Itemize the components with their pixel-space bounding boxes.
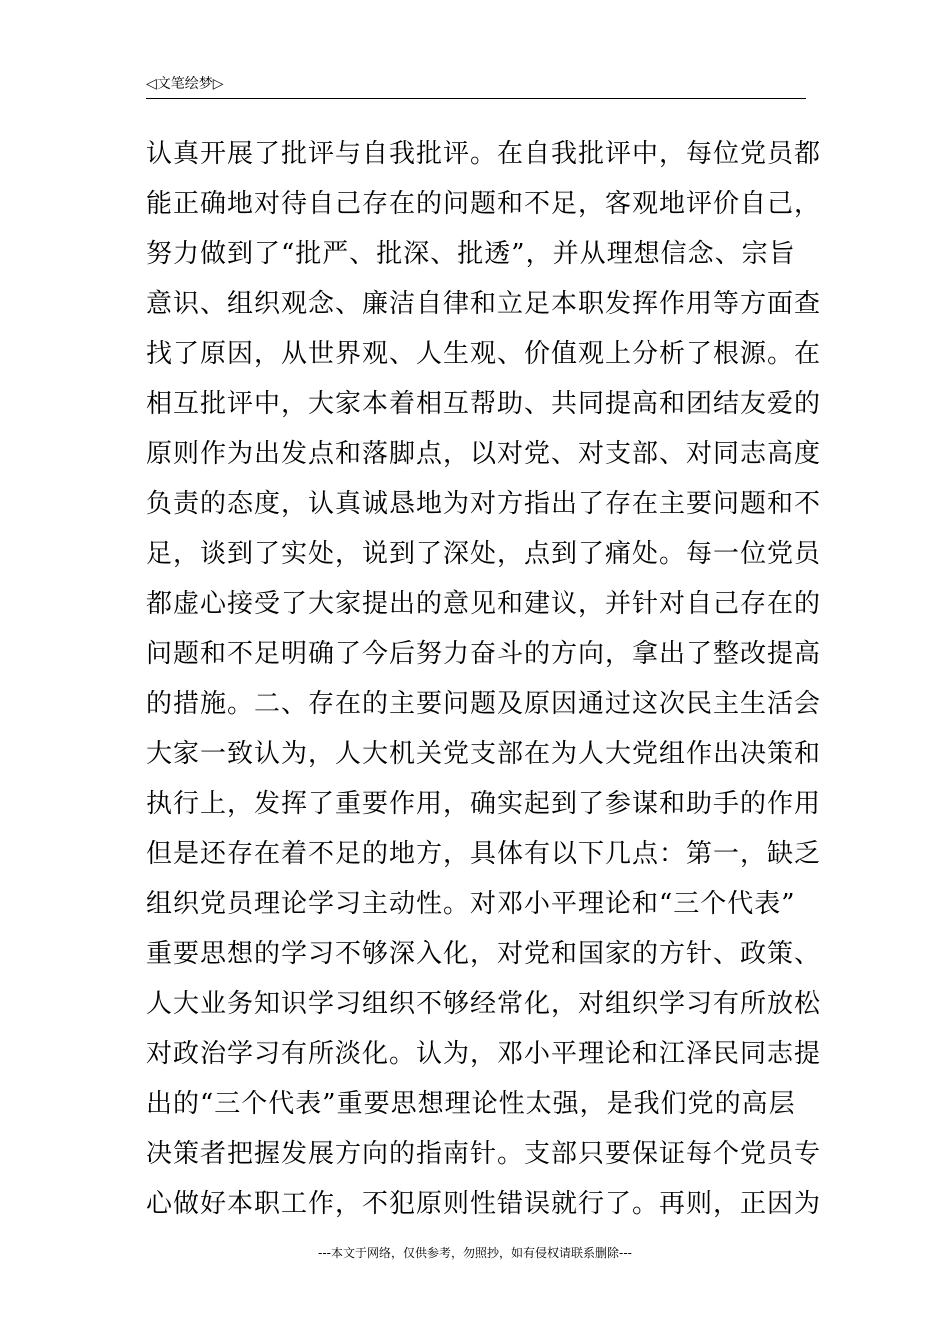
body-line: 都虚心接受了大家提出的意见和建议，并针对自己存在的 (146, 589, 822, 619)
body-line: 找了原因，从世界观、人生观、价值观上分析了根源。在 (146, 339, 822, 369)
body-line: 人大业务知识学习组织不够经常化，对组织学习有所放松 (146, 989, 822, 1019)
body-line: 组织党员理论学习主动性。对邓小平理论和“三个代表” (146, 889, 796, 919)
body-line: 重要思想的学习不够深入化，对党和国家的方针、政策、 (146, 939, 822, 969)
body-line: 心做好本职工作，不犯原则性错误就行了。再则，正因为 (146, 1189, 822, 1219)
document-body (146, 129, 822, 1229)
body-line: 出的“三个代表”重要思想理论性太强，是我们党的高层 (146, 1089, 796, 1119)
body-line: 但是还存在着不足的地方，具体有以下几点：第一，缺乏 (146, 839, 822, 869)
body-line: 相互批评中，大家本着相互帮助、共同提高和团结友爱的 (146, 389, 822, 419)
body-line: 原则作为出发点和落脚点，以对党、对支部、对同志高度 (146, 439, 822, 469)
body-line: 的措施。二、存在的主要问题及原因通过这次民主生活会 (146, 689, 822, 719)
body-line: 能正确地对待自己存在的问题和不足，客观地评价自己， (146, 189, 822, 219)
body-line: 负责的态度，认真诚恳地为对方指出了存在主要问题和不 (146, 489, 822, 519)
body-line: 足，谈到了实处，说到了深处，点到了痛处。每一位党员 (146, 539, 822, 569)
body-line: 认真开展了批评与自我批评。在自我批评中，每位党员都 (146, 139, 822, 169)
page-footer-disclaimer: ---本文于网络，仅供参考，勿照抄，如有侵权请联系删除--- (318, 1246, 632, 1260)
body-line: 执行上，发挥了重要作用，确实起到了参谋和助手的作用 (146, 789, 822, 819)
body-line: 决策者把握发展方向的指南针。支部只要保证每个党员专 (146, 1139, 822, 1169)
body-line: 努力做到了“批严、批深、批透”，并从理想信念、宗旨 (146, 239, 796, 269)
header-title: ◁文笔绘梦▷ (146, 76, 224, 92)
body-line: 意识、组织观念、廉洁自律和立足本职发挥作用等方面查 (146, 289, 822, 319)
page-header (146, 74, 806, 99)
body-line: 问题和不足明确了今后努力奋斗的方向，拿出了整改提高 (146, 639, 822, 669)
body-line: 对政治学习有所淡化。认为，邓小平理论和江泽民同志提 (146, 1039, 822, 1069)
body-line: 大家一致认为，人大机关党支部在为人大党组作出决策和 (146, 739, 822, 769)
